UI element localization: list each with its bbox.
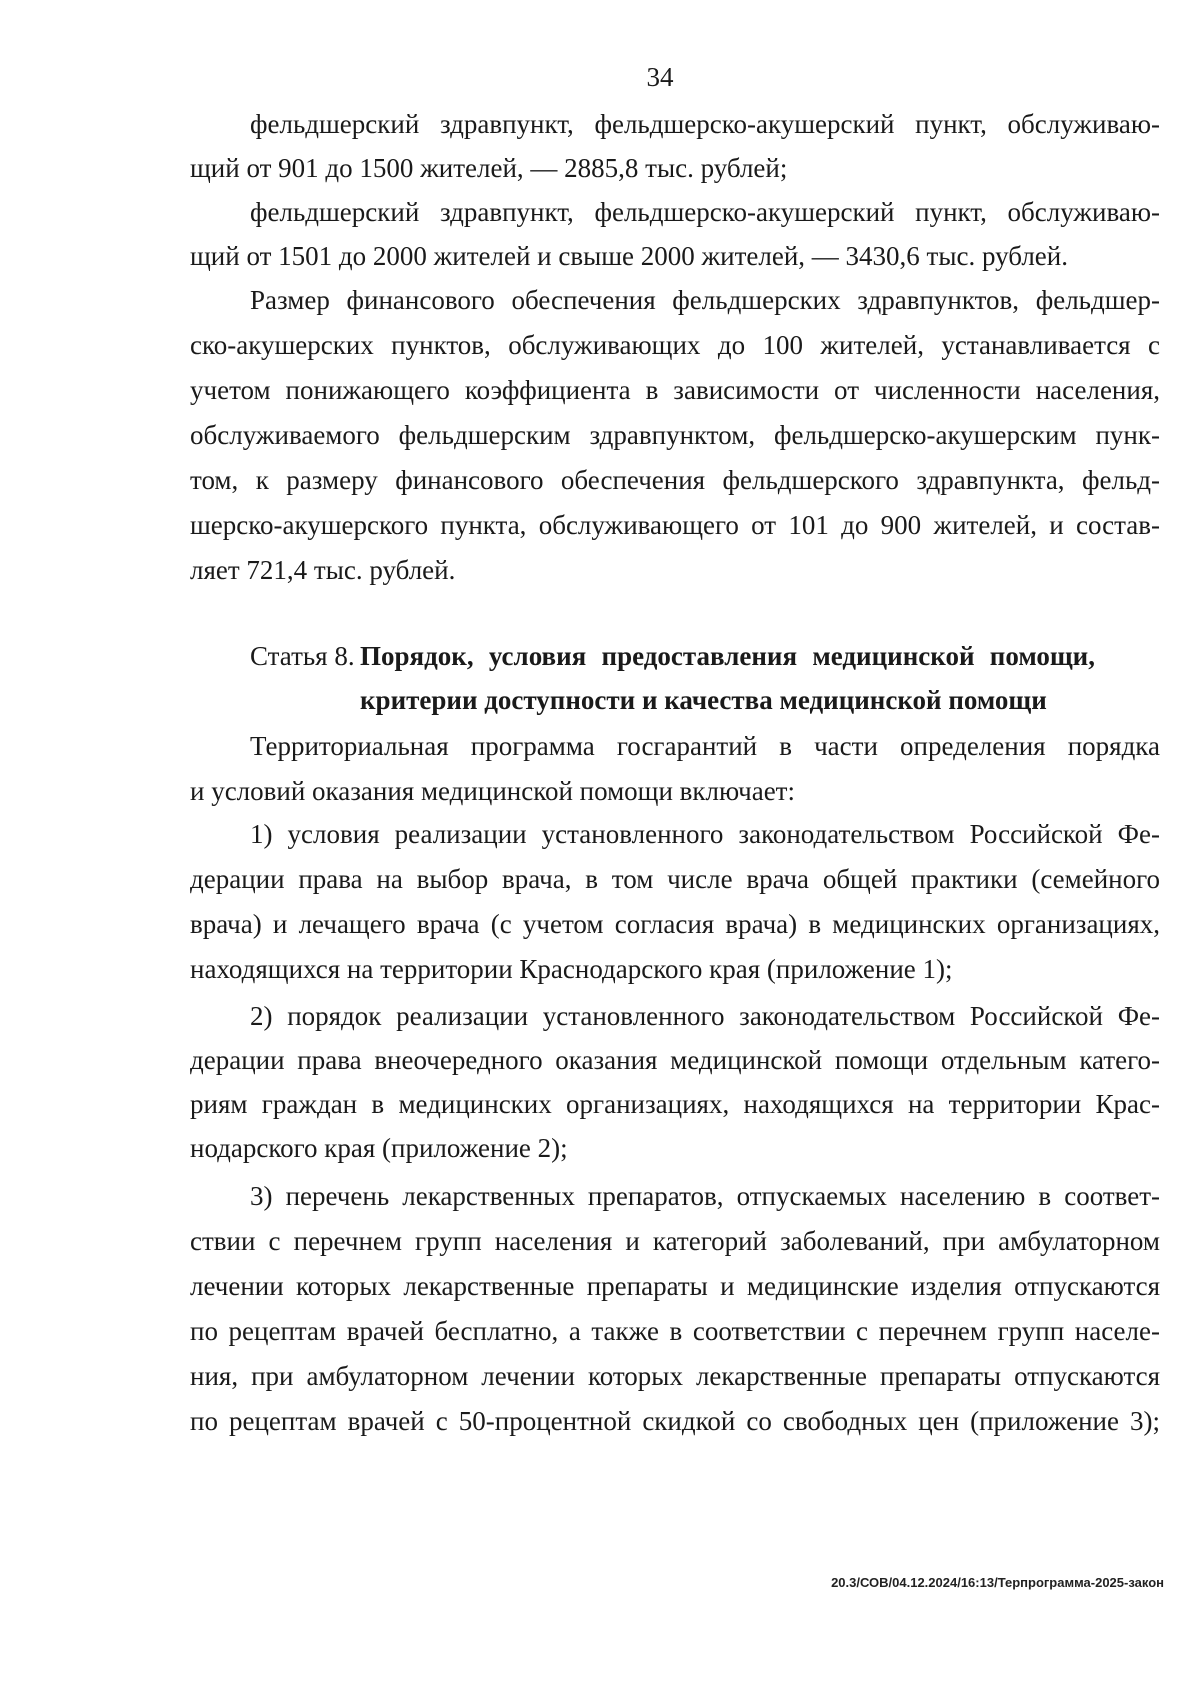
text-line: Территориальная программа госгарантий в части определения порядка	[250, 731, 1160, 761]
page-number: 34	[646, 62, 674, 92]
text-line: том, к размеру финансового обеспечения фельдшерского здравпункта, фельд-	[190, 465, 1160, 495]
text-line: щий от 901 до 1500 жителей, — 2885,8 тыс. рублей;	[190, 153, 788, 183]
text-line: фельдшерский здравпункт, фельдшерско-акушерский пункт, обслуживаю-	[250, 109, 1160, 139]
article-title-line: критерии доступности и качества медицинской помощи	[360, 685, 1047, 715]
text-line: 2) порядок реализации установленного законодательством Российской Фе-	[250, 1001, 1160, 1031]
text-line: ния, при амбулаторном лечении которых лекарственные препараты отпускаются	[190, 1361, 1160, 1391]
paragraph-item-2	[190, 1000, 1160, 1180]
text-line: обслуживаемого фельдшерским здравпунктом, фельдшерско-акушерским пунк-	[190, 420, 1160, 450]
text-line: дерации права внеочередного оказания медицинской помощи отдельным катего-	[190, 1045, 1160, 1075]
article-label: Статья 8.	[250, 641, 355, 671]
paragraph-item-1	[190, 818, 1160, 998]
text-line: щий от 1501 до 2000 жителей и свыше 2000 жителей, — 3430,6 тыс. рублей.	[190, 241, 1068, 271]
text-line: 1) условия реализации установленного законодательством Российской Фе-	[250, 819, 1160, 849]
text-line: Размер финансового обеспечения фельдшерских здравпунктов, фельдшер-	[250, 285, 1160, 315]
text-line: по рецептам врачей бесплатно, а также в соответствии с перечнем групп населе-	[190, 1316, 1160, 1346]
text-line: ствии с перечнем групп населения и категорий заболеваний, при амбулаторном	[190, 1226, 1160, 1256]
text-line: дерации права на выбор врача, в том числе врача общей практики (семейного	[190, 864, 1160, 894]
article-heading	[190, 640, 1160, 720]
text-line: 3) перечень лекарственных препаратов, отпускаемых населению в соответ-	[250, 1181, 1160, 1211]
text-line: учетом понижающего коэффициента в зависимости от численности населения,	[190, 375, 1160, 405]
paragraph-item-3	[190, 1180, 1160, 1460]
text-line: фельдшерский здравпункт, фельдшерско-акушерский пункт, обслуживаю-	[250, 197, 1160, 227]
text-line: находящихся на территории Краснодарского края (приложение 1);	[190, 954, 953, 984]
text-line: ляет 721,4 тыс. рублей.	[190, 555, 456, 585]
paragraph-financing-size	[190, 284, 1160, 604]
text-line: нодарского края (приложение 2);	[190, 1133, 568, 1163]
text-line: лечении которых лекарственные препараты и медицинские изделия отпускаются	[190, 1271, 1160, 1301]
text-line: по рецептам врачей с 50-процентной скидкой со свободных цен (приложение 3);	[190, 1406, 1160, 1436]
paragraph-fap-1501-2000	[190, 196, 1160, 276]
text-line: риям граждан в медицинских организациях, находящихся на территории Крас-	[190, 1089, 1160, 1119]
document-footer-code: 20.3/СОВ/04.12.2024/16:13/Терпрограмма-2025-закон	[831, 1575, 1164, 1590]
paragraph-program-includes	[190, 730, 1160, 810]
paragraph-fap-901-1500	[190, 108, 1160, 188]
text-line: шерско-акушерского пункта, обслуживающего от 101 до 900 жителей, и состав-	[190, 510, 1160, 540]
article-title-line: Порядок, условия предоставления медицинской помощи,	[360, 641, 1095, 671]
text-line: врача) и лечащего врача (с учетом согласия врача) в медицинских организациях,	[190, 909, 1160, 939]
text-line: и условий оказания медицинской помощи включает:	[190, 776, 795, 806]
text-line: ско-акушерских пунктов, обслуживающих до 100 жителей, устанавливается с	[190, 330, 1160, 360]
